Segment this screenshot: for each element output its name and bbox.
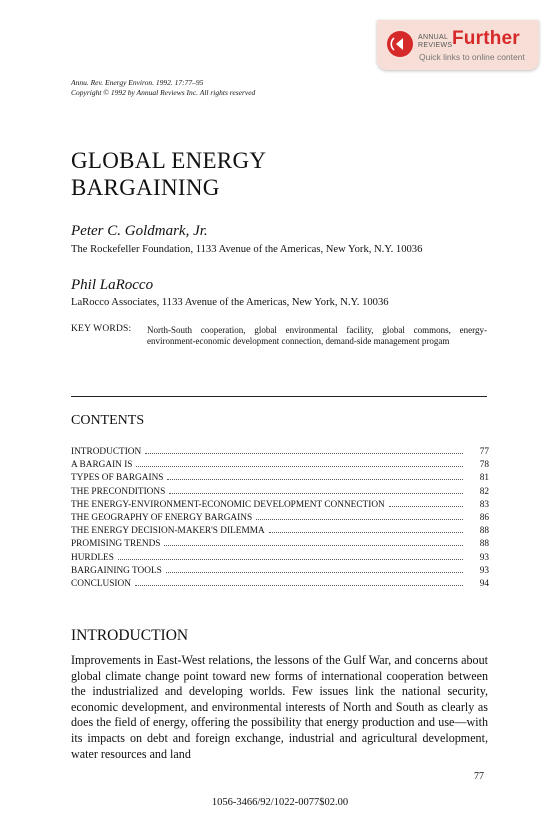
toc-entry-page: 77 [479, 447, 489, 457]
toc-entry[interactable] [71, 526, 489, 539]
toc-entry-page: 81 [479, 473, 489, 484]
contents-heading: CONTENTS [71, 413, 145, 428]
toc-leader-dots [164, 545, 463, 546]
toc-entry-label: THE ENERGY-ENVIRONMENT-ECONOMIC DEVELOPMENT CONNECTION [71, 499, 385, 510]
toc-leader-dots [389, 506, 463, 507]
toc-entry-label: THE ENERGY DECISION-MAKER'S DILEMMA [71, 526, 265, 537]
toc-entry-label: CONCLUSION [71, 578, 131, 589]
footer-code: 1056-3466/92/1022-0077$02.00 [211, 797, 349, 808]
annual-reviews-line-1: ANNUAL [418, 34, 449, 41]
citation-line: Annu. Rev. Energy Environ. 1992. 17:77–95 [71, 78, 204, 87]
article-title-line-2: BARGAINING [71, 175, 220, 200]
copyright-line: Copyright © 1992 by Annual Reviews Inc. All rights reserved [71, 88, 256, 97]
toc-entry-label: INTRODUCTION [71, 447, 142, 457]
citation-block [71, 78, 255, 98]
toc-leader-dots [256, 519, 463, 520]
toc-entry-page: 82 [479, 486, 489, 497]
toc-entry[interactable] [71, 473, 489, 486]
toc-entry-label: THE GEOGRAPHY OF ENERGY BARGAINS [71, 512, 253, 523]
toc-entry-page: 94 [479, 578, 489, 589]
author-name-1: Peter C. Goldmark, Jr. [71, 223, 208, 239]
keywords-label: KEY WORDS: [71, 324, 132, 334]
toc-entry[interactable] [71, 500, 489, 513]
toc-entry[interactable] [71, 513, 489, 526]
toc-leader-dots [135, 585, 463, 586]
toc-entry[interactable] [71, 566, 489, 579]
author-affiliation-1: The Rockefeller Foundation, 1133 Avenue of the Americas, New York, N.Y. 10036 [71, 244, 423, 255]
article-title [71, 147, 266, 201]
toc-leader-dots [166, 572, 463, 573]
toc-leader-dots [269, 532, 463, 533]
further-label: Further [452, 28, 520, 49]
introduction-heading: INTRODUCTION [71, 627, 189, 644]
annual-reviews-line-2: REVIEWS [418, 42, 453, 49]
toc-entry-page: 88 [479, 526, 489, 537]
toc-leader-dots [169, 493, 463, 494]
toc-entry[interactable] [71, 487, 489, 500]
toc-entry-page: 78 [479, 460, 489, 471]
keywords-text: North-South cooperation, global environmental facility, global commons, energy-environment-economic development connection, demand-side management progam [147, 325, 487, 346]
page-number: 77 [474, 771, 484, 782]
toc-leader-dots [167, 479, 463, 480]
toc-entry-label: HURDLES [71, 552, 114, 563]
annual-reviews-further-banner[interactable] [377, 20, 539, 70]
toc-leader-dots [136, 466, 463, 467]
toc-entry-label: A BARGAIN IS [71, 460, 133, 471]
toc-entry-label: TYPES OF BARGAINS [71, 473, 164, 484]
toc-entry[interactable] [71, 553, 489, 566]
toc-leader-dots [118, 559, 463, 560]
table-of-contents [71, 447, 489, 592]
toc-entry-label: PROMISING TRENDS [71, 539, 161, 550]
author-affiliation-2: LaRocco Associates, 1133 Avenue of the Americas, New York, N.Y. 10036 [71, 297, 389, 308]
toc-entry-label: THE PRECONDITIONS [71, 486, 166, 497]
toc-entry-label: BARGAINING TOOLS [71, 565, 162, 576]
toc-entry[interactable] [71, 539, 489, 552]
introduction-paragraph: Improvements in East-West relations, the lessons of the Gulf War, and concerns about global climate change point toward new forms of international cooperation between the industrialized and developing worlds. Few issues link the national security, economic development, and environmental interests of North and South as clearly as does the field of energy, offering the possibility that energy production and use—with its impacts on debt and foreign exchange, industrial and agricultural development, water resources and land [71, 653, 488, 761]
author-name-2: Phil LaRocco [71, 277, 154, 293]
article-title-line-1: GLOBAL ENERGY [71, 148, 267, 173]
toc-entry[interactable] [71, 579, 489, 592]
toc-leader-dots [145, 453, 463, 454]
toc-entry-page: 93 [479, 552, 489, 563]
annual-reviews-label [418, 34, 452, 50]
toc-entry-page: 88 [479, 539, 489, 550]
toc-entry-page: 83 [479, 499, 489, 510]
quick-links-label: Quick links to online content [419, 52, 525, 62]
toc-entry[interactable] [71, 460, 489, 473]
toc-entry[interactable] [71, 447, 489, 460]
section-divider [71, 396, 487, 397]
annual-reviews-logo-icon [387, 31, 413, 57]
toc-entry-page: 93 [479, 565, 489, 576]
toc-entry-page: 86 [479, 512, 489, 523]
